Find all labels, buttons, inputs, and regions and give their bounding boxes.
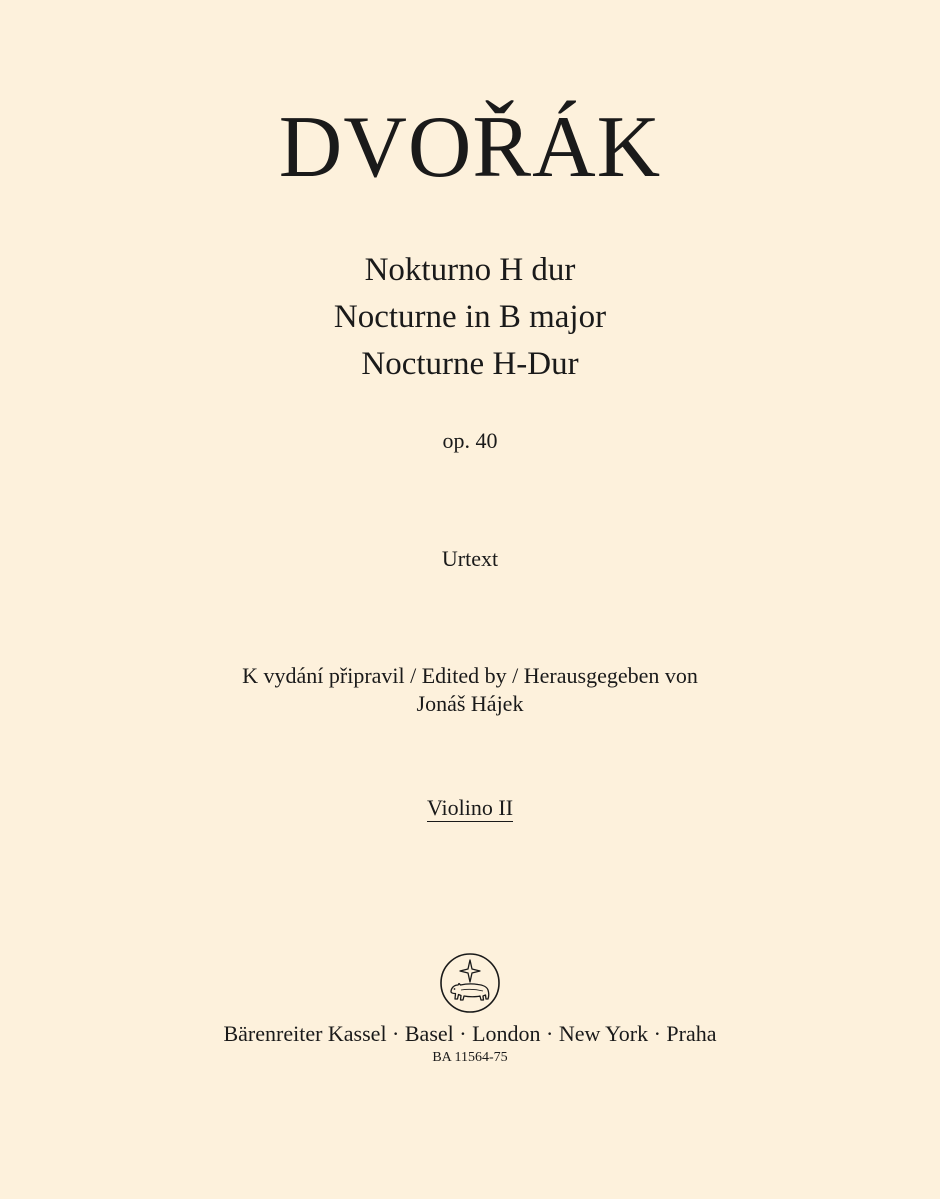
instrument-part	[0, 793, 940, 823]
catalog-number: BA 11564-75	[432, 1050, 508, 1065]
title-english: Nocturne in B major	[333, 299, 607, 335]
title-german: Nocturne H-Dur	[361, 346, 579, 382]
baerenreiter-bear-star-logo-icon	[439, 952, 501, 1014]
opus-number: op. 40	[442, 428, 498, 453]
editor-name: Jonáš Hájek	[416, 691, 524, 716]
edited-by-label: K vydání připravil / Edited by / Herausgegeben von	[242, 663, 698, 688]
publisher-cities: Bärenreiter Kassel · Basel · London · New York · Praha	[223, 1021, 717, 1046]
title-czech: Nokturno H dur	[364, 252, 576, 288]
instrument-part-label: Violino II	[426, 795, 514, 820]
composer-name: DVOŘÁK	[278, 99, 662, 196]
edition-type: Urtext	[441, 546, 499, 571]
